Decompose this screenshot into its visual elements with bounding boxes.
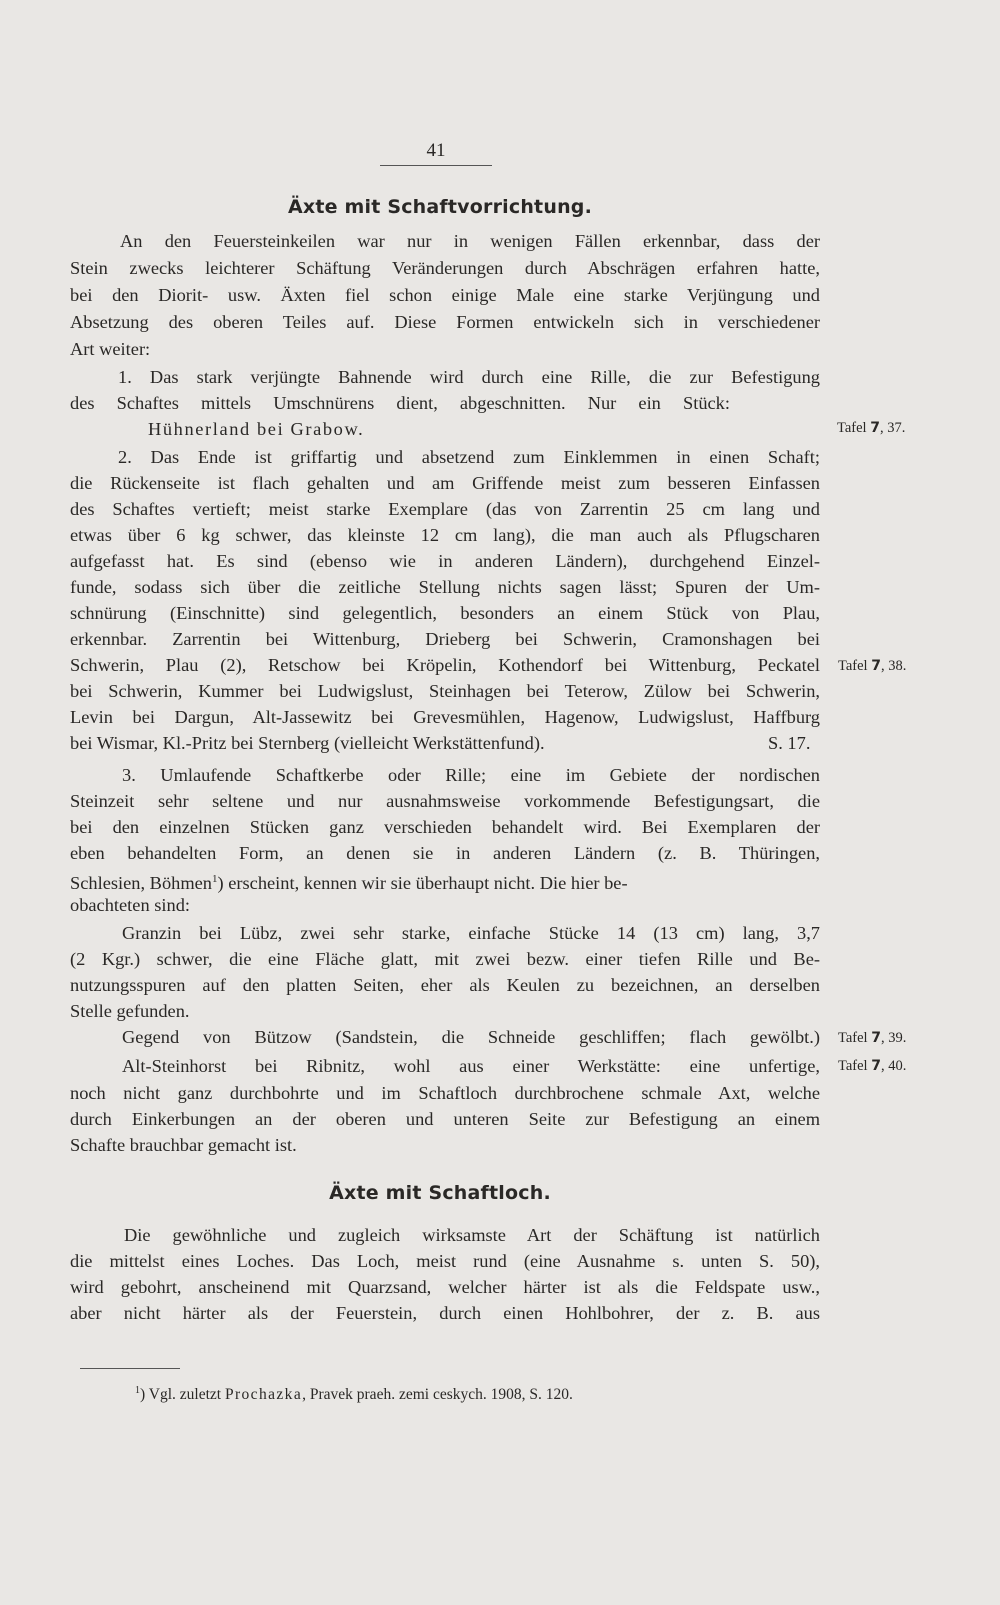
text-line: Absetzung des oberen Teiles auf. Diese Formen entwickeln sich in verschiedener [70, 312, 820, 332]
text-line: funde, sodass sich über die zeitliche Stellung nichts sagen lässt; Spuren der Um- [70, 577, 820, 597]
section-heading-schaftvorrichtung: Äxte mit Schaftvorrichtung. [287, 196, 593, 218]
text-line: Schafte brauchbar gemacht ist. [70, 1135, 297, 1155]
text-line: Art weiter: [70, 339, 151, 359]
text-line: Alt-Steinhorst bei Ribnitz, wohl aus einer Werkstätte: eine unfertige, [122, 1056, 820, 1076]
text-line: etwas über 6 kg schwer, das kleinste 12 cm lang), die man auch als Pflugscharen [70, 525, 820, 545]
text-line: des Schaftes vertieft; meist starke Exemplare (das von Zarrentin 25 cm lang und [70, 499, 820, 519]
text-line: bei den Diorit- usw. Äxten fiel schon einige Male eine starke Verjüngung und [70, 285, 820, 305]
text-line: 2. Das Ende ist griffartig und absetzend zum Einklemmen in einen Schaft; [118, 447, 820, 467]
text-line: Schlesien, Böhmen$^1$) erscheint, kennen wir sie überhaupt nicht. Die hier be- [70, 873, 628, 894]
text-line: 3. Umlaufende Schaftkerbe oder Rille; eine im Gebiete der nordischen [122, 765, 820, 785]
margin-note-tafel-7-38: Tafel 7, 38. [838, 658, 907, 674]
text-line: 1. Das stark verjüngte Bahnende wird durch eine Rille, die zur Befestigung [118, 367, 820, 387]
section-heading-schaftloch: Äxte mit Schaftloch. [329, 1182, 551, 1204]
text-line: durch Einkerbungen an der oberen und unteren Seite zur Befestigung an einem [70, 1109, 820, 1129]
margin-note-tafel-7-40: Tafel 7, 40. [838, 1058, 907, 1074]
text-line: Gegend von Bützow (Sandstein, die Schneide geschliffen; flach gewölbt.) [122, 1027, 820, 1047]
text-line: Stein zwecks leichterer Schäftung Veränderungen durch Abschrägen erfahren hatte, [70, 258, 820, 278]
text-line: aufgefasst hat. Es sind (ebenso wie in anderen Ländern), durchgehend Einzel- [70, 551, 820, 571]
text-line: Die gewöhnliche und zugleich wirksamste Art der Schäftung ist natürlich [124, 1225, 820, 1245]
margin-note-tafel-7-39: Tafel 7, 39. [838, 1030, 907, 1046]
text-line: die Rückenseite ist flach gehalten und am Griffende meist zum besseren Einfassen [70, 473, 820, 493]
text-line: Granzin bei Lübz, zwei sehr starke, einfache Stücke 14 (13 cm) lang, 3,7 [122, 923, 820, 943]
footnote: $^1$) Vgl. zuletzt Prochazka, Pravek praeh. zemi ceskych. 1908, S. 120. [135, 1385, 573, 1404]
text-line: bei Schwerin, Kummer bei Ludwigslust, Steinhagen bei Teterow, Zülow bei Schwerin, [70, 681, 820, 701]
footnote-divider [80, 1368, 180, 1369]
text-line: bei Wismar, Kl.-Pritz bei Sternberg (vielleicht Werkstättenfund). [70, 733, 545, 753]
page-number: 41 [380, 140, 492, 166]
text-line: nutzungsspuren auf den platten Seiten, eher als Keulen zu bezeichnen, an derselben [70, 975, 820, 995]
text-line: aber nicht härter als der Feuerstein, durch einen Hohlbohrer, der z. B. aus [70, 1303, 820, 1323]
text-line: Schwerin, Plau (2), Retschow bei Kröpelin, Kothendorf bei Wittenburg, Peckatel [70, 655, 820, 675]
text-line: des Schaftes mittels Umschnürens dient, abgeschnitten. Nur ein Stück: [70, 393, 730, 413]
text-line: eben behandelten Form, an denen sie in anderen Ländern (z. B. Thüringen, [70, 843, 820, 863]
text-line: Steinzeit sehr seltene und nur ausnahmsweise vorkommende Befestigungsart, die [70, 791, 820, 811]
text-line: Stelle gefunden. [70, 1001, 190, 1021]
margin-note-tafel-7-37: Tafel 7, 37. [837, 420, 906, 436]
text-line: die mittelst eines Loches. Das Loch, meist rund (eine Ausnahme s. unten S. 50), [70, 1251, 820, 1271]
text-line: wird gebohrt, anscheinend mit Quarzsand, welcher härter ist als die Feldspate usw., [70, 1277, 820, 1297]
text-line: Levin bei Dargun, Alt-Jassewitz bei Grevesmühlen, Hagenow, Ludwigslust, Haffburg [70, 707, 820, 727]
text-line: (2 Kgr.) schwer, die eine Fläche glatt, mit zwei bezw. einer tiefen Rille und Be- [70, 949, 820, 969]
text-line: An den Feuersteinkeilen war nur in wenigen Fällen erkennbar, dass der [120, 231, 820, 251]
text-line: noch nicht ganz durchbohrte und im Schaftloch durchbrochene schmale Axt, welche [70, 1083, 820, 1103]
text-line: obachteten sind: [70, 895, 191, 915]
text-line: erkennbar. Zarrentin bei Wittenburg, Drieberg bei Schwerin, Cramonshagen bei [70, 629, 820, 649]
text-line: bei den einzelnen Stücken ganz verschieden behandelt wird. Bei Exemplaren der [70, 817, 820, 837]
text-line: Hühnerland bei Grabow. [148, 419, 365, 439]
text-line: schnürung (Einschnitte) sind gelegentlich, besonders an einem Stück von Plau, [70, 603, 820, 623]
page-reference: S. 17. [768, 733, 811, 753]
